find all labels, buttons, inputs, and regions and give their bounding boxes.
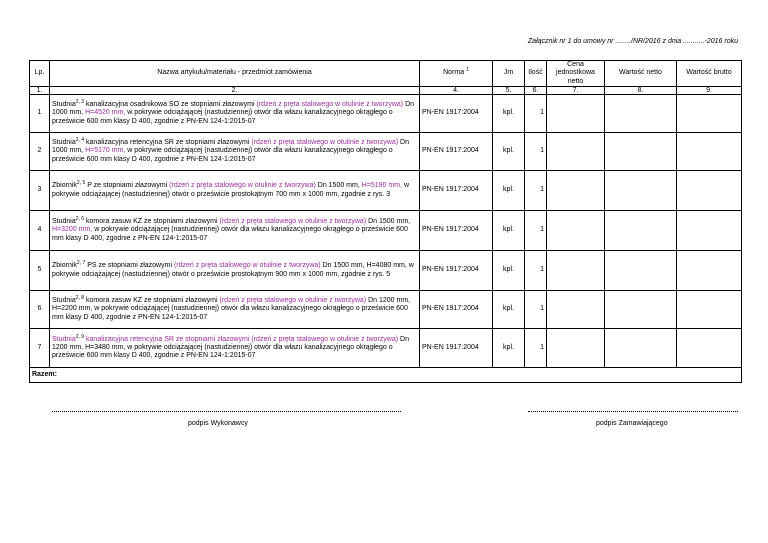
- item-highlight: (rdzeń z pręta stalowego w otulinie z tworzywa): [251, 139, 399, 147]
- col-number: 8.: [605, 87, 677, 95]
- row-lp: 1: [30, 95, 50, 133]
- row-jm: kpl.: [493, 211, 525, 251]
- row-netto: [605, 95, 677, 133]
- item-type: Studnia: [52, 101, 76, 109]
- item-type: Studnia: [52, 297, 76, 305]
- row-norma: PN-EN 1917:2004: [420, 95, 493, 133]
- row-netto: [605, 171, 677, 211]
- row-lp: 7: [30, 329, 50, 368]
- row-norma: PN-EN 1917:2004: [420, 133, 493, 171]
- table-row: [30, 291, 742, 329]
- col-header-netto: Wartość netto: [605, 61, 677, 87]
- item-height: H=4520 mm,: [85, 109, 126, 117]
- signature-label-contractor: podpis Wykonawcy: [188, 420, 248, 427]
- row-brutto: [677, 329, 742, 368]
- row-netto: [605, 211, 677, 251]
- item-text: kanalizacyjna retencyjna SR ze stopniami złazowymi: [84, 335, 252, 343]
- item-type: Zbiornik: [52, 182, 77, 190]
- row-netto: [605, 133, 677, 171]
- row-description: [50, 329, 420, 368]
- row-description: [50, 211, 420, 251]
- table-row: [30, 133, 742, 171]
- col-header-name: Nazwa artykułu/materiału - przedmiot zamówienia: [50, 61, 420, 87]
- item-text: w pokrywie odciążającej (nastudziennej) otwór dla włazu kanalizacyjnego okrągłego o prześwicie 600 mm klasy D 400, zgodnie z PN-EN 124-1:2015-07: [52, 343, 393, 360]
- item-type: Studnia: [52, 139, 76, 147]
- item-height: H=3200 mm,: [52, 226, 93, 234]
- row-ilosc: 1: [525, 291, 547, 329]
- table-row: [30, 251, 742, 291]
- item-text: w pokrywie odciążającej (nastudziennej) otwór o prześwicie prostokątnym 700 mm x 1000 mm, zgodnie z rys. 3: [52, 182, 410, 198]
- item-footnote: 2, 6: [75, 216, 85, 223]
- signature-line-contractor: [52, 411, 401, 412]
- item-footnote: 2, 4: [75, 137, 85, 144]
- col-header-brutto: Wartość brutto: [677, 61, 742, 87]
- row-norma: PN-EN 1917:2004: [420, 171, 493, 211]
- row-cena: [547, 211, 605, 251]
- row-ilosc: 1: [525, 329, 547, 368]
- row-cena: [547, 133, 605, 171]
- row-cena: [547, 95, 605, 133]
- item-text: kanalizacyjna retencyjna SR ze stopniami złazowymi: [84, 139, 252, 147]
- row-netto: [605, 291, 677, 329]
- item-text: kanalizacyjna osadnikowa SO ze stopniami złazowymi: [84, 101, 257, 109]
- item-highlight: (rdzeń z pręta stalowego w otulinie z tworzywa): [256, 101, 404, 109]
- item-footnote: 2, 5: [76, 180, 86, 187]
- row-description: [50, 251, 420, 291]
- row-description: [50, 171, 420, 211]
- row-brutto: [677, 211, 742, 251]
- item-text: Dn 1500 mm, H=4080 mm,: [320, 262, 407, 270]
- col-number: 2.: [50, 87, 420, 95]
- item-footnote: 2, 9: [75, 333, 85, 340]
- row-brutto: [677, 171, 742, 211]
- item-text: Dn 1200 mm, H=3480 mm,: [52, 335, 409, 351]
- row-norma: PN-EN 1917:2004: [420, 329, 493, 368]
- row-lp: 6: [30, 291, 50, 329]
- row-jm: kpl.: [493, 95, 525, 133]
- row-norma: PN-EN 1917:2004: [420, 211, 493, 251]
- row-netto: [605, 329, 677, 368]
- item-type: Studnia: [52, 218, 76, 226]
- item-text: Dn 1000 mm,: [52, 101, 415, 117]
- item-footnote: 2, 3: [75, 99, 85, 106]
- row-cena: [547, 291, 605, 329]
- row-jm: kpl.: [493, 133, 525, 171]
- col-header-jm: Jm: [493, 61, 525, 87]
- attachment-note: Załącznik nr 1 do umowy nr ......../NR/2016 z dnia ...........-2016 roku: [527, 38, 738, 45]
- row-description: [50, 133, 420, 171]
- total-label: Razem:: [30, 368, 742, 383]
- col-number: 6.: [525, 87, 547, 95]
- row-lp: 4: [30, 211, 50, 251]
- item-text: Dn 1500 mm,: [366, 218, 411, 226]
- table-row: [30, 171, 742, 211]
- row-cena: [547, 251, 605, 291]
- item-highlight: (rdzeń z pręta stalowego w otulinie z tworzywa): [251, 335, 399, 343]
- col-number: 4.: [420, 87, 493, 95]
- row-jm: kpl.: [493, 291, 525, 329]
- col-header-norma: Norma $^1$: [420, 61, 493, 87]
- order-table: [29, 60, 742, 383]
- item-footnote: 2, 7: [76, 260, 86, 267]
- row-jm: kpl.: [493, 329, 525, 368]
- item-text: Dn 1200 mm, H=2200 mm,: [52, 297, 411, 313]
- row-description: [50, 291, 420, 329]
- row-lp: 2: [30, 133, 50, 171]
- item-highlight: (rdzeń z pręta stalowego w otulinie z tworzywa): [173, 262, 321, 270]
- item-highlight: (rdzeń z pręta stalowego w otulinie z tworzywa): [169, 182, 316, 190]
- col-number: 9.: [677, 87, 742, 95]
- item-height: H=5170 mm,: [85, 147, 126, 155]
- row-lp: 5: [30, 251, 50, 291]
- row-brutto: [677, 95, 742, 133]
- row-brutto: [677, 133, 742, 171]
- row-norma: PN-EN 1917:2004: [420, 291, 493, 329]
- row-ilosc: 1: [525, 133, 547, 171]
- item-text: PS ze stopniami złazowymi: [85, 262, 174, 270]
- item-text: komora zasuw KZ ze stopniami złazowymi: [84, 218, 220, 226]
- item-text: Dn 1000 mm,: [52, 139, 409, 155]
- item-text: w pokrywie odciążającej (nastudziennej) otwór dla włazu kanalizacyjnego okrągłego o prześwicie 600 mm klasy D 400, zgodnie z PN-EN 124-1:2015-07: [52, 226, 408, 242]
- table-row: [30, 329, 742, 368]
- item-text: w pokrywie odciążającej (nastudziennej) otwór dla włazu kanalizacyjnego okrągłego o prześwicie 600 mm klasy D 400, zgodnie z PN-EN 124-1:2015-07: [52, 147, 393, 163]
- col-number: 1.: [30, 87, 50, 95]
- col-header-ilosc: Ilość: [525, 61, 547, 87]
- signature-line-client: [528, 411, 738, 412]
- item-height: H=5190 mm,: [361, 182, 403, 190]
- item-text: w pokrywie odciążającej (nastudziennej) otwór dla włazu kanalizacyjnego okrągłego o prześwicie 600 mm klasy D 400, zgodnie z PN-EN 124-1:2015-07: [52, 109, 393, 125]
- item-text: komora zasuw KZ ze stopniami złazowymi: [84, 297, 220, 305]
- item-type: Studnia: [52, 335, 76, 343]
- col-header-cena: Cena jednostkowa netto: [547, 61, 605, 87]
- row-cena: [547, 171, 605, 211]
- row-brutto: [677, 291, 742, 329]
- row-jm: kpl.: [493, 171, 525, 211]
- row-ilosc: 1: [525, 95, 547, 133]
- item-footnote: 2, 8: [75, 295, 85, 302]
- col-number: 7.: [547, 87, 605, 95]
- row-ilosc: 1: [525, 211, 547, 251]
- item-type: Zbiornik: [52, 262, 77, 270]
- item-text: Dn 1500 mm,: [315, 182, 362, 190]
- row-netto: [605, 251, 677, 291]
- item-highlight: (rdzeń z pręta stalowego w otulinie z tworzywa): [219, 218, 367, 226]
- row-brutto: [677, 251, 742, 291]
- item-text: w pokrywie odciążającej (nastudziennej) otwór o prześwicie prostokątnym 900 mm x 1000 mm, zgodnie z rys. 5: [52, 262, 414, 278]
- signature-label-client: podpis Zamawiającego: [596, 420, 668, 427]
- table-row: [30, 211, 742, 251]
- row-ilosc: 1: [525, 171, 547, 211]
- row-jm: kpl.: [493, 251, 525, 291]
- item-text: P ze stopniami złazowymi: [85, 182, 170, 190]
- col-header-lp: Lp.: [30, 61, 50, 87]
- row-description: [50, 95, 420, 133]
- col-number: 5.: [493, 87, 525, 95]
- row-lp: 3: [30, 171, 50, 211]
- row-norma: PN-EN 1917:2004: [420, 251, 493, 291]
- table-row: [30, 95, 742, 133]
- row-ilosc: 1: [525, 251, 547, 291]
- item-text: w pokrywie odciążającej (nastudziennej) otwór dla włazu kanalizacyjnego okrągłego o prześwicie 600 mm klasy D 400, zgodnie z PN-EN 124-1:2015-07: [52, 305, 408, 321]
- item-highlight: (rdzeń z pręta stalowego w otulinie z tworzywa): [219, 297, 367, 305]
- row-cena: [547, 329, 605, 368]
